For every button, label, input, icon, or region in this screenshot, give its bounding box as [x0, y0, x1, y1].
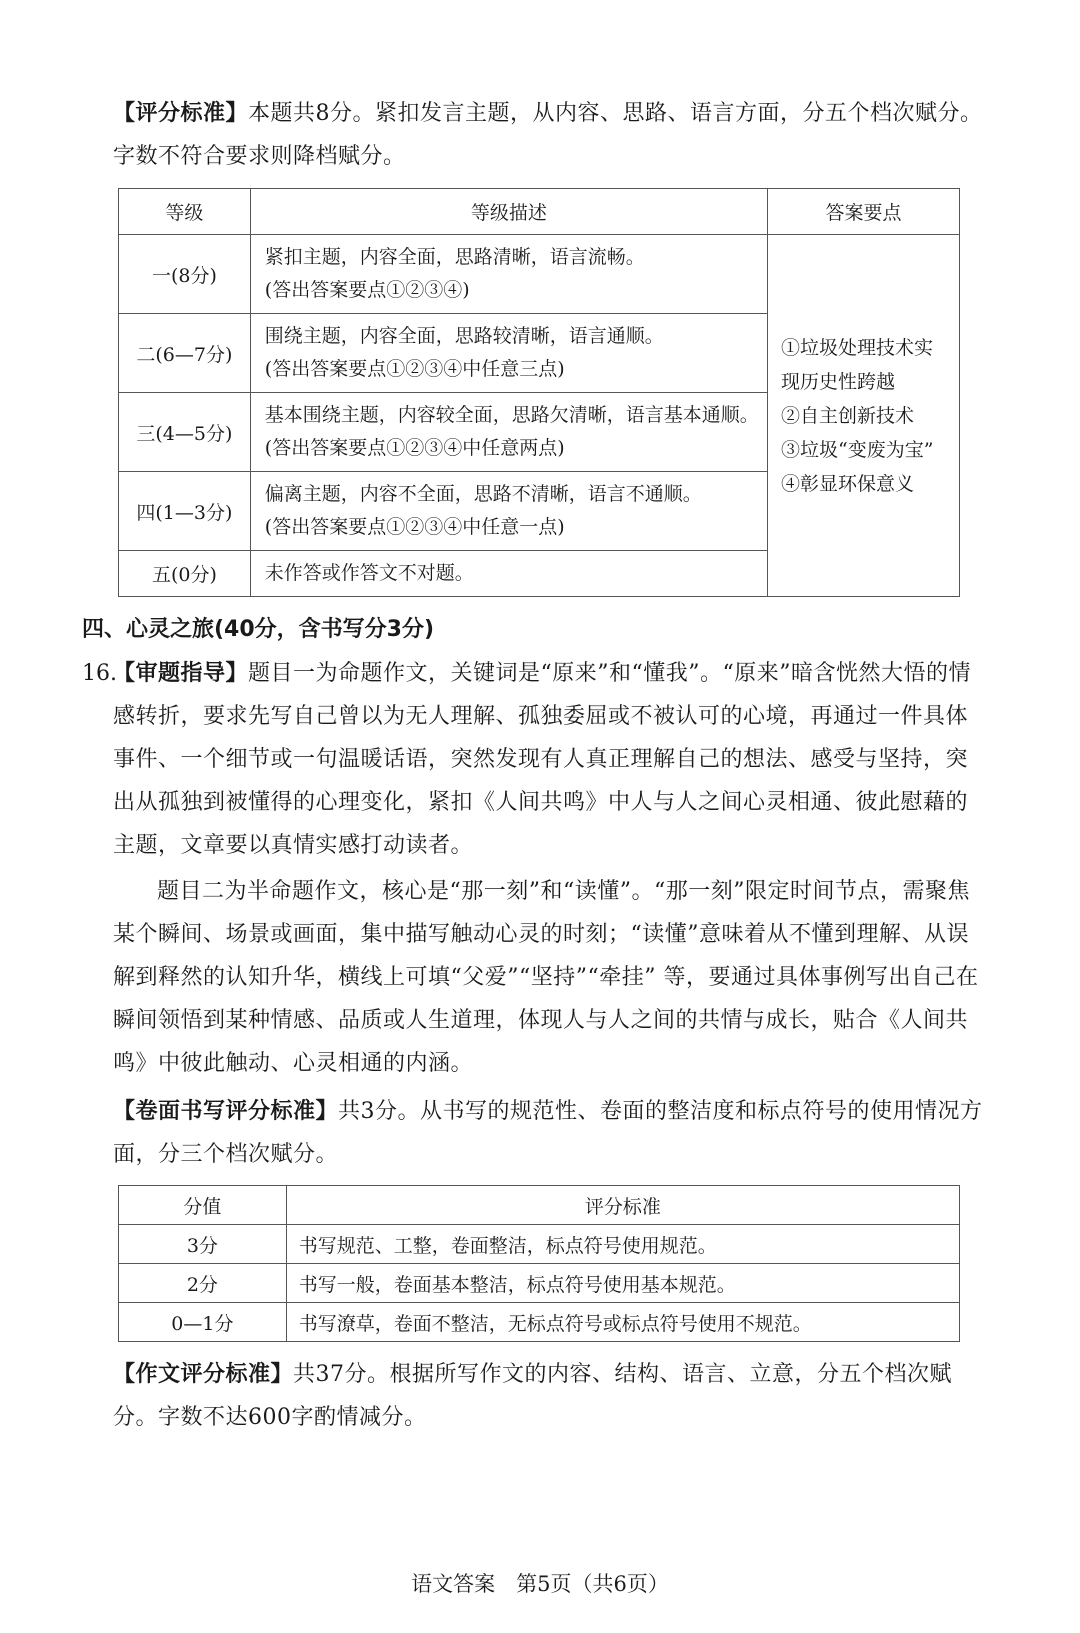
- score-value: 0—1分: [119, 1303, 287, 1342]
- scoring-standard-text: 本题共8分。紧扣发言主题，从内容、思路、语言方面，分五个档次赋分。字数不符合要求则降档赋分。: [113, 101, 983, 169]
- writing-standard-label: 【卷面书写评分标准】: [113, 1099, 339, 1124]
- grade-description: [250, 235, 767, 314]
- grade-level: 一(8分): [119, 235, 251, 314]
- grade-description: [250, 472, 767, 551]
- grade-description: [250, 393, 767, 472]
- table-row: [119, 1264, 960, 1303]
- review-guide-text: 题目一为命题作文，关键词是“原来”和“懂我”。“原来”暗含恍然大悟的情感转折，要求先写自己曾以为无人理解、孤独委屈或不被认可的心境，再通过一件具体事件、一个细节或一句温暖话语，突然发现有人真正理解自己的想法、感受与坚持，突出从孤独到被懂得的心理变化，紧扣《人间共鸣》中人与人之间心灵相通、彼此慰藉的主题，文章要以真情实感打动读者。: [113, 661, 972, 858]
- grade-description: [250, 314, 767, 393]
- key-point-line: ④彰显环保意义: [781, 472, 915, 495]
- grade-level: 三(4—5分): [119, 393, 251, 472]
- score-value: 3分: [119, 1225, 287, 1264]
- writing-standard-text: 共3分。从书写的规范性、卷面的整洁度和标点符号的使用情况方面，分三个档次赋分。: [113, 1099, 983, 1167]
- grade-desc-note: (答出答案要点①②③④中任意三点): [264, 358, 565, 380]
- grade-desc-note: (答出答案要点①②③④中任意两点): [264, 437, 565, 459]
- score-value: 2分: [119, 1264, 287, 1303]
- score-standard: 书写一般，卷面基本整洁，标点符号使用基本规范。: [286, 1264, 959, 1303]
- scoring-standard-label: 【评分标准】: [113, 101, 249, 126]
- grade-table-header-level: 等级: [119, 189, 251, 235]
- grade-desc-note: (答出答案要点①②③④): [264, 279, 470, 301]
- key-point-line: 现历史性跨越: [781, 370, 896, 393]
- writing-standard-paragraph: [113, 1090, 983, 1176]
- grade-desc-text: 围绕主题，内容全面，思路较清晰，语言通顺。: [264, 325, 664, 347]
- essay-standard-text: 共37分。根据所写作文的内容、结构、语言、立意，分五个档次赋分。字数不达600字酌情减分。: [113, 1362, 953, 1430]
- review-guide-label: 【审题指导】: [113, 661, 249, 686]
- question-number: 16.: [82, 661, 117, 686]
- grade-table-header-keys: 答案要点: [768, 189, 960, 235]
- table-row: [119, 1225, 960, 1264]
- grade-table-header-desc: 等级描述: [250, 189, 767, 235]
- score-standard: 书写潦草，卷面不整洁，无标点符号或标点符号使用不规范。: [286, 1303, 959, 1342]
- writing-table-header-score: 分值: [119, 1186, 287, 1225]
- grade-level: 五(0分): [119, 551, 251, 597]
- essay-standard-label: 【作文评分标准】: [113, 1362, 294, 1387]
- key-point-line: ①垃圾处理技术实: [781, 336, 934, 359]
- grade-level: 四(1—3分): [119, 472, 251, 551]
- key-point-line: ③垃圾“变废为宝”: [781, 438, 934, 461]
- table-row: [119, 1303, 960, 1342]
- writing-table-header-std: 评分标准: [286, 1186, 959, 1225]
- scoring-standard-paragraph: [113, 92, 983, 178]
- review-guide-paragraph: [113, 652, 983, 867]
- grade-desc-note: (答出答案要点①②③④中任意一点): [264, 516, 565, 538]
- page-footer: 语文答案 第5页（共6页）: [411, 1572, 669, 1596]
- key-point-line: ②自主创新技术: [781, 404, 915, 427]
- writing-score-table: [118, 1185, 960, 1342]
- grade-desc-text: 偏离主题，内容不全面，思路不清晰，语言不通顺。: [264, 483, 702, 505]
- topic-two-paragraph: 题目二为半命题作文，核心是“那一刻”和“读懂”。“那一刻”限定时间节点，需聚焦某个瞬间、场景或画面，集中描写触动心灵的时刻；“读懂”意味着从不懂到理解、从误解到释然的认知升华，横线上可填“父爱”“坚持”“牵挂” 等，要通过具体事例写出自己在瞬间领悟到某种情感、品质或人生道理，体现人与人之间的共情与成长，贴合《人间共鸣》中彼此触动、心灵相通的内涵。: [113, 879, 979, 1076]
- essay-standard-paragraph: [113, 1353, 983, 1439]
- table-row: [119, 235, 960, 314]
- grade-table: [118, 188, 960, 597]
- section-title: 四、心灵之旅(40分，含书写分3分): [82, 617, 435, 642]
- grade-level: 二(6—7分): [119, 314, 251, 393]
- grade-desc-text: 未作答或作答文不对题。: [264, 562, 474, 584]
- grade-desc-text: 紧扣主题，内容全面，思路清晰，语言流畅。: [264, 246, 645, 268]
- answer-key-points: [768, 235, 960, 597]
- grade-description: [250, 551, 767, 597]
- grade-desc-text: 基本围绕主题，内容较全面，思路欠清晰，语言基本通顺。: [264, 404, 759, 426]
- score-standard: 书写规范、工整，卷面整洁，标点符号使用规范。: [286, 1225, 959, 1264]
